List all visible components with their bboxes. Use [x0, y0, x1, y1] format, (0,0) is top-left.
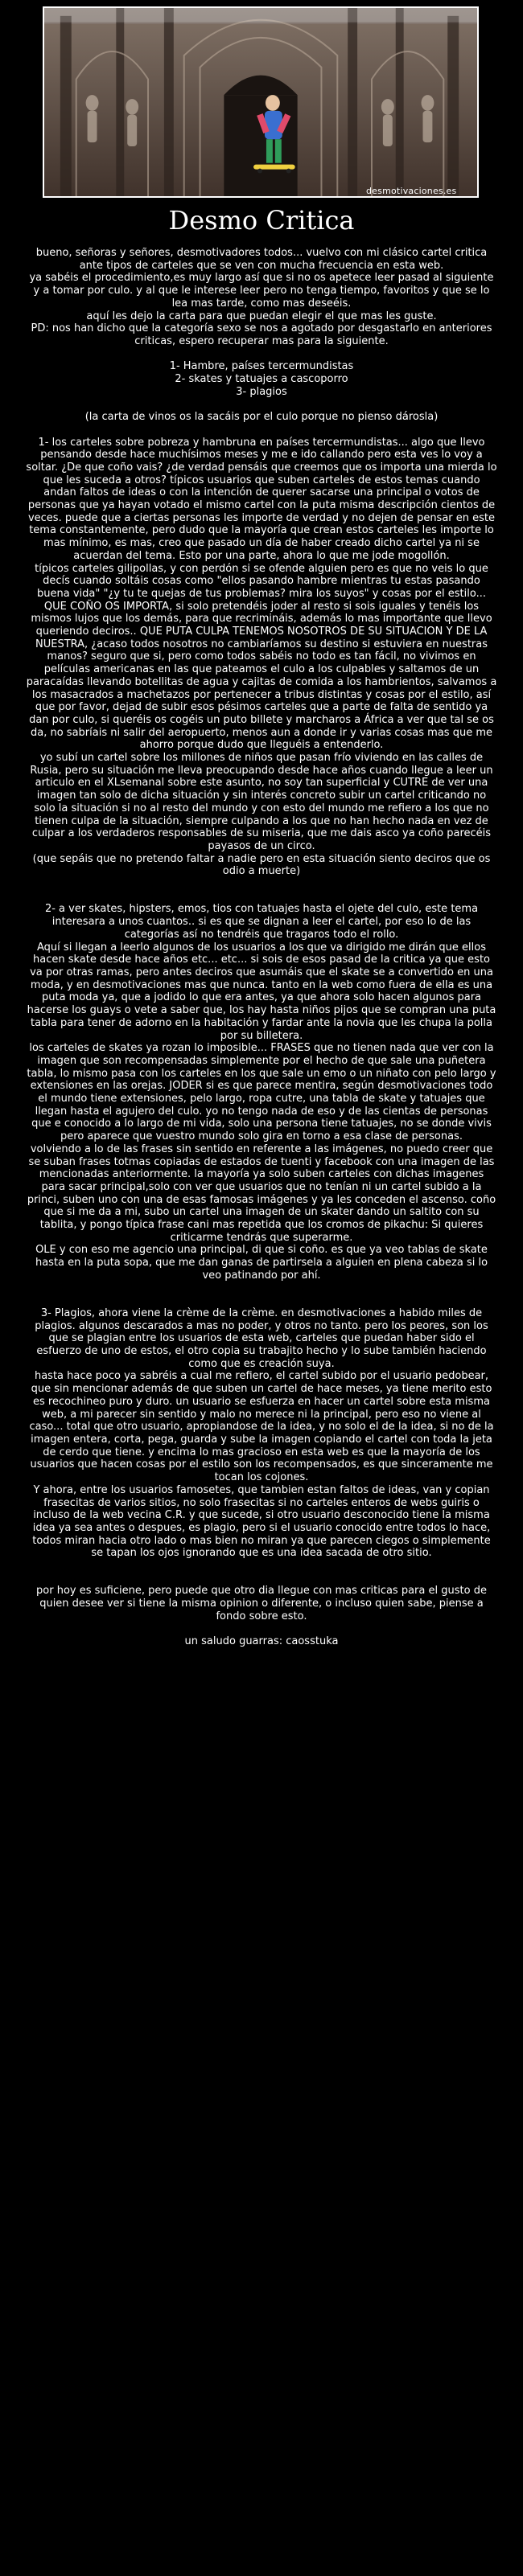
spacer [26, 1294, 497, 1307]
watermark-text: desmotivaciones.es [366, 186, 457, 196]
spacer [26, 398, 497, 411]
section-plagios: 3- Plagios, ahora viene la crème de la crème. en desmotivaciones a habido miles de plagios. algunos descarados a mas no poder, y otros no tanto. pero los peores, son los que se plagian entre los usuarios de esta web, carteles que puedan haber sido el esfuerzo de uno de estos, el otro copia su trabajito hecho y lo sube también haciendo como que es creación suya. hasta hace poco ya sabréis a cual me refiero, el cartel subido por el usuario pedobear, que sin mencionar además de que suben un cartel de hace meses, ya tiene merito esto es recochineo puro y duro. un usuario se esfuerza en hacer un cartel sobre esta misma web, a mi parecer sin sentido y malo no merece ni la principal, pero eso no viene al caso... total que otro usuario, apropiandose de la idea, y no solo el de la idea, si no de la imagen entera, corta, pega, guarda y sube la imagen copiando el cartel con toda la jeta de cerdo que tiene. y encima lo mas gracioso en esta web es que la mayoría de los usuarios que hacen cosas por el estilo son los recompensados, es que sinceramente me tocan los cojones. Y ahora, entre los usuarios famosetes, que tambien estan faltos de ideas, van y copian frasecitas de varios sitios, no solo frasecitas si no carteles enteros de webs guiris o incluso de la web vecina C.R. y que sucede, si otro usuario desconocido tiene la misma idea ya sea antes o despues, es plagio, pero si el usuario conocido entre todos lo hace, todos miran hacia otro lado o mas bien no miran ya que parecen ciegos o simplemente se tapan los ojos ignorando que es una idea sacada de otro sitio. [29, 1306, 494, 1560]
poster-body [26, 247, 497, 1648]
spacer [26, 878, 497, 891]
wine-list-note: (la carta de vinos os la sacáis por el culo porque no pienso dárosla) [84, 411, 439, 424]
signature-line: un saludo guarras: caosstuka [184, 1635, 339, 1648]
poster-title: Desmo Critica [168, 205, 355, 236]
section-skates: 2- a ver skates, hipsters, emos, tios con tatuajes hasta el ojete del culo, este tema interesara a unos cuantos.. si es que se dignan a leer el cartel, por eso lo de las categorías así no tendréis que tragaros todo el rollo. Aquí si llegan a leerlo algunos de los usuarios a los que va dirigido me dirán que ellos hacen skate desde hace años etc... etc... si sois de esos pasad de la critica ya que esto va por otras ramas, pero antes deciros que asumáis que el skate se a convertido en una moda, y en desmotivaciones mas que nunca. tanto en la web como fuera de ella es una puta moda ya, que a jodido lo que era antes, ya que ahora solo hacen algunos para hacerse los guays o vete a saber que, los hay hasta niños pijos que se compran una puta tabla para tener de adorno en la habitación y fardar ante la novia que les chupa la polla por su billetera. los carteles de skates ya rozan lo imposible... FRASES que no tienen nada que ver con la imagen que son recompensadas simplemente por el hecho de que sale una puñetera tabla, lo mismo pasa con los carteles en los que sale un emo o un niñato con pelo largo y extensiones en las orejas. JODER si es que parece mentira, según desmotivaciones todo el mundo tiene extensiones, pelo largo, ropa cutre, una tabla de skate y tatuajes que llegan hasta el agujero del culo. yo no tengo nada de eso y de las cientas de personas que e conocido a lo largo de mi vida, solo una persona tiene tatuajes, no se donde vivis pero aparece que vuestro mundo solo gira en torno a esa clase de personas. volviendo a lo de las frases sin sentido en referente a las imágenes, no puedo creer que se suban frases totmas copiadas de estados de tuenti y facebook con una imagen de las mencionadas anteriormente. la mayoría ya solo suben carteles con dichas imagenes para sacar principal,solo con ver que usuarios que no tenían ni un cartel subido a la princi, suben uno con una de esas famosas imágenes y ya les conceden el ascenso. coño que si me da a mi, subo un cartel una imagen de un skater dando un saltito con su tablita, y pongo típica frase cani mas repetida que los cromos de pikachu: Si quieres criticarme tendrás que superarme. OLE y con eso me agencio una principal, di que si coño. es que ya veo tablas de skate hasta en la puta sopa, que me dan ganas de partirsela a alguien en plena cabeza si lo veo patinando por ahí. [27, 903, 496, 1282]
spacer [26, 1573, 497, 1585]
intro-paragraph: bueno, señoras y señores, desmotivadores todos... vuelvo con mi clásico cartel critica ante tipos de carteles que se ven con mucha frecuencia en esta web. ya sabéis el procedimiento,es muy largo así que si no os apetece leer pasad al siguiente y a tomar por culo. y al que le interese leer pero no tenga tiempo, favoritos y que se lo lea mas tarde, como mas deseéis. aquí les dejo la carta para que puedan elegir el que mas les guste. PD: nos han dicho que la categoría sexo se nos a agotado por desgastarlo en anteriores criticas, espero recuperar mas para la siguiente. [29, 247, 494, 347]
spacer [26, 1623, 497, 1636]
spacer [26, 1282, 497, 1295]
category-list: 1- Hambre, países tercermundistas 2- skates y tatuajes a cascoporro 3- plagios [169, 360, 354, 398]
spacer [26, 1560, 497, 1573]
poster-image [43, 6, 479, 198]
closing-paragraph: por hoy es suficiene, pero puede que otro dia llegue con mas criticas para el gusto de quien desee ver si tiene la misma opinion o diferente, o incluso quien sabe, piense a fondo sobre esto. [36, 1585, 487, 1622]
cathedral-facade-illustration [44, 8, 477, 196]
section-hunger: 1- los carteles sobre pobreza y hambruna en países tercermundistas... algo que llevo pensando desde hace muchísimos meses y me e ido callando pero esta ves lo voy a soltar. ¿De que coño vais? ¿de verdad pensáis que creemos que os importa una mierda lo que les suceda a otros? típicos usuarios que suben carteles de estos temas cuando andan faltos de ideas o con la intención de querer sacarse una principal o votos de personas que ya hayan votado el mismo cartel con la puta misma descripción cientos de veces. puede que a ciertas personas les importe de verdad y no dejen de pensar en este tema constantemente, pero dudo que la mayoría que crean estos carteles les importe lo mas mínimo, es mas, creo que pasado un día de haber creado dicho cartel ya ni se acuerdan del tema. Esto por una parte, ahora lo que me jode mogollón. típicos carteles gilipollas, y con perdón si se ofende alguien pero es que no veis lo que decís cuando soltáis cosas como "ellos pasando hambre mientras tu estas pasando buena vida" "¿y tu te quejas de tus problemas? mira los suyos" y cosas por el estilo... QUE COÑO OS IMPORTA, si solo pretendéis joder al resto si sois iguales y tenéis los mismos lujos que los demás, para que recrimináis, además lo mas importante que llevo queriendo deciros.. QUE PUTA CULPA TENEMOS NOSOTROS DE SU SITUACION Y DE LA NUESTRA, ¿acaso todos nosotros no cambiaríamos su destino si estuviera en nuestras manos? seguro que si, pero como todos sabéis no todo es tan fácil, no vivimos en películas americanas en las que pateamos el culo a los culpables y saltamos de un paracaídas llevando botellitas de agua y cajitas de comida a los hambrientos, salvamos a los masacrados a machetazos por pertenecer a tribus distintas y cosas por el estilo, así que por favor, dejad de subir esos pésimos carteles que a parte de falta de sentido ya dan por culo, si queréis os cogéis un puto billete y marcharos a África a ver que tal se os da, no sabríais ni salir del aeropuerto, menos aun a donde ir y varias cosas mas que me ahorro porque dudo que lleguéis a entenderlo. yo subí un cartel sobre los millones de niños que pasan frío viviendo en las calles de Rusia, pero su situación me lleva preocupando desde hace años cuando llegue a leer un articulo en el XLsemanal sobre este asunto, no soy tan superficial y CUTRE de ver una imagen tan solo de dicha situación y sin interés concreto subir un cartel criticando no solo la situación si no al resto del mundo y con esto del mundo me refiero a los que no tienen culpa de la situación, siempre culpando a los que no han hecho nada en vez de culpar a los verdaderos responsables de su miseria, que me dais asco ya coño parecéis payasos de un circo. (que sepáis que no pretendo faltar a nadie pero en esta situación siento deciros que os odio a muerte) [26, 436, 497, 878]
spacer [26, 348, 497, 361]
spacer [26, 891, 497, 904]
spacer [26, 424, 497, 437]
